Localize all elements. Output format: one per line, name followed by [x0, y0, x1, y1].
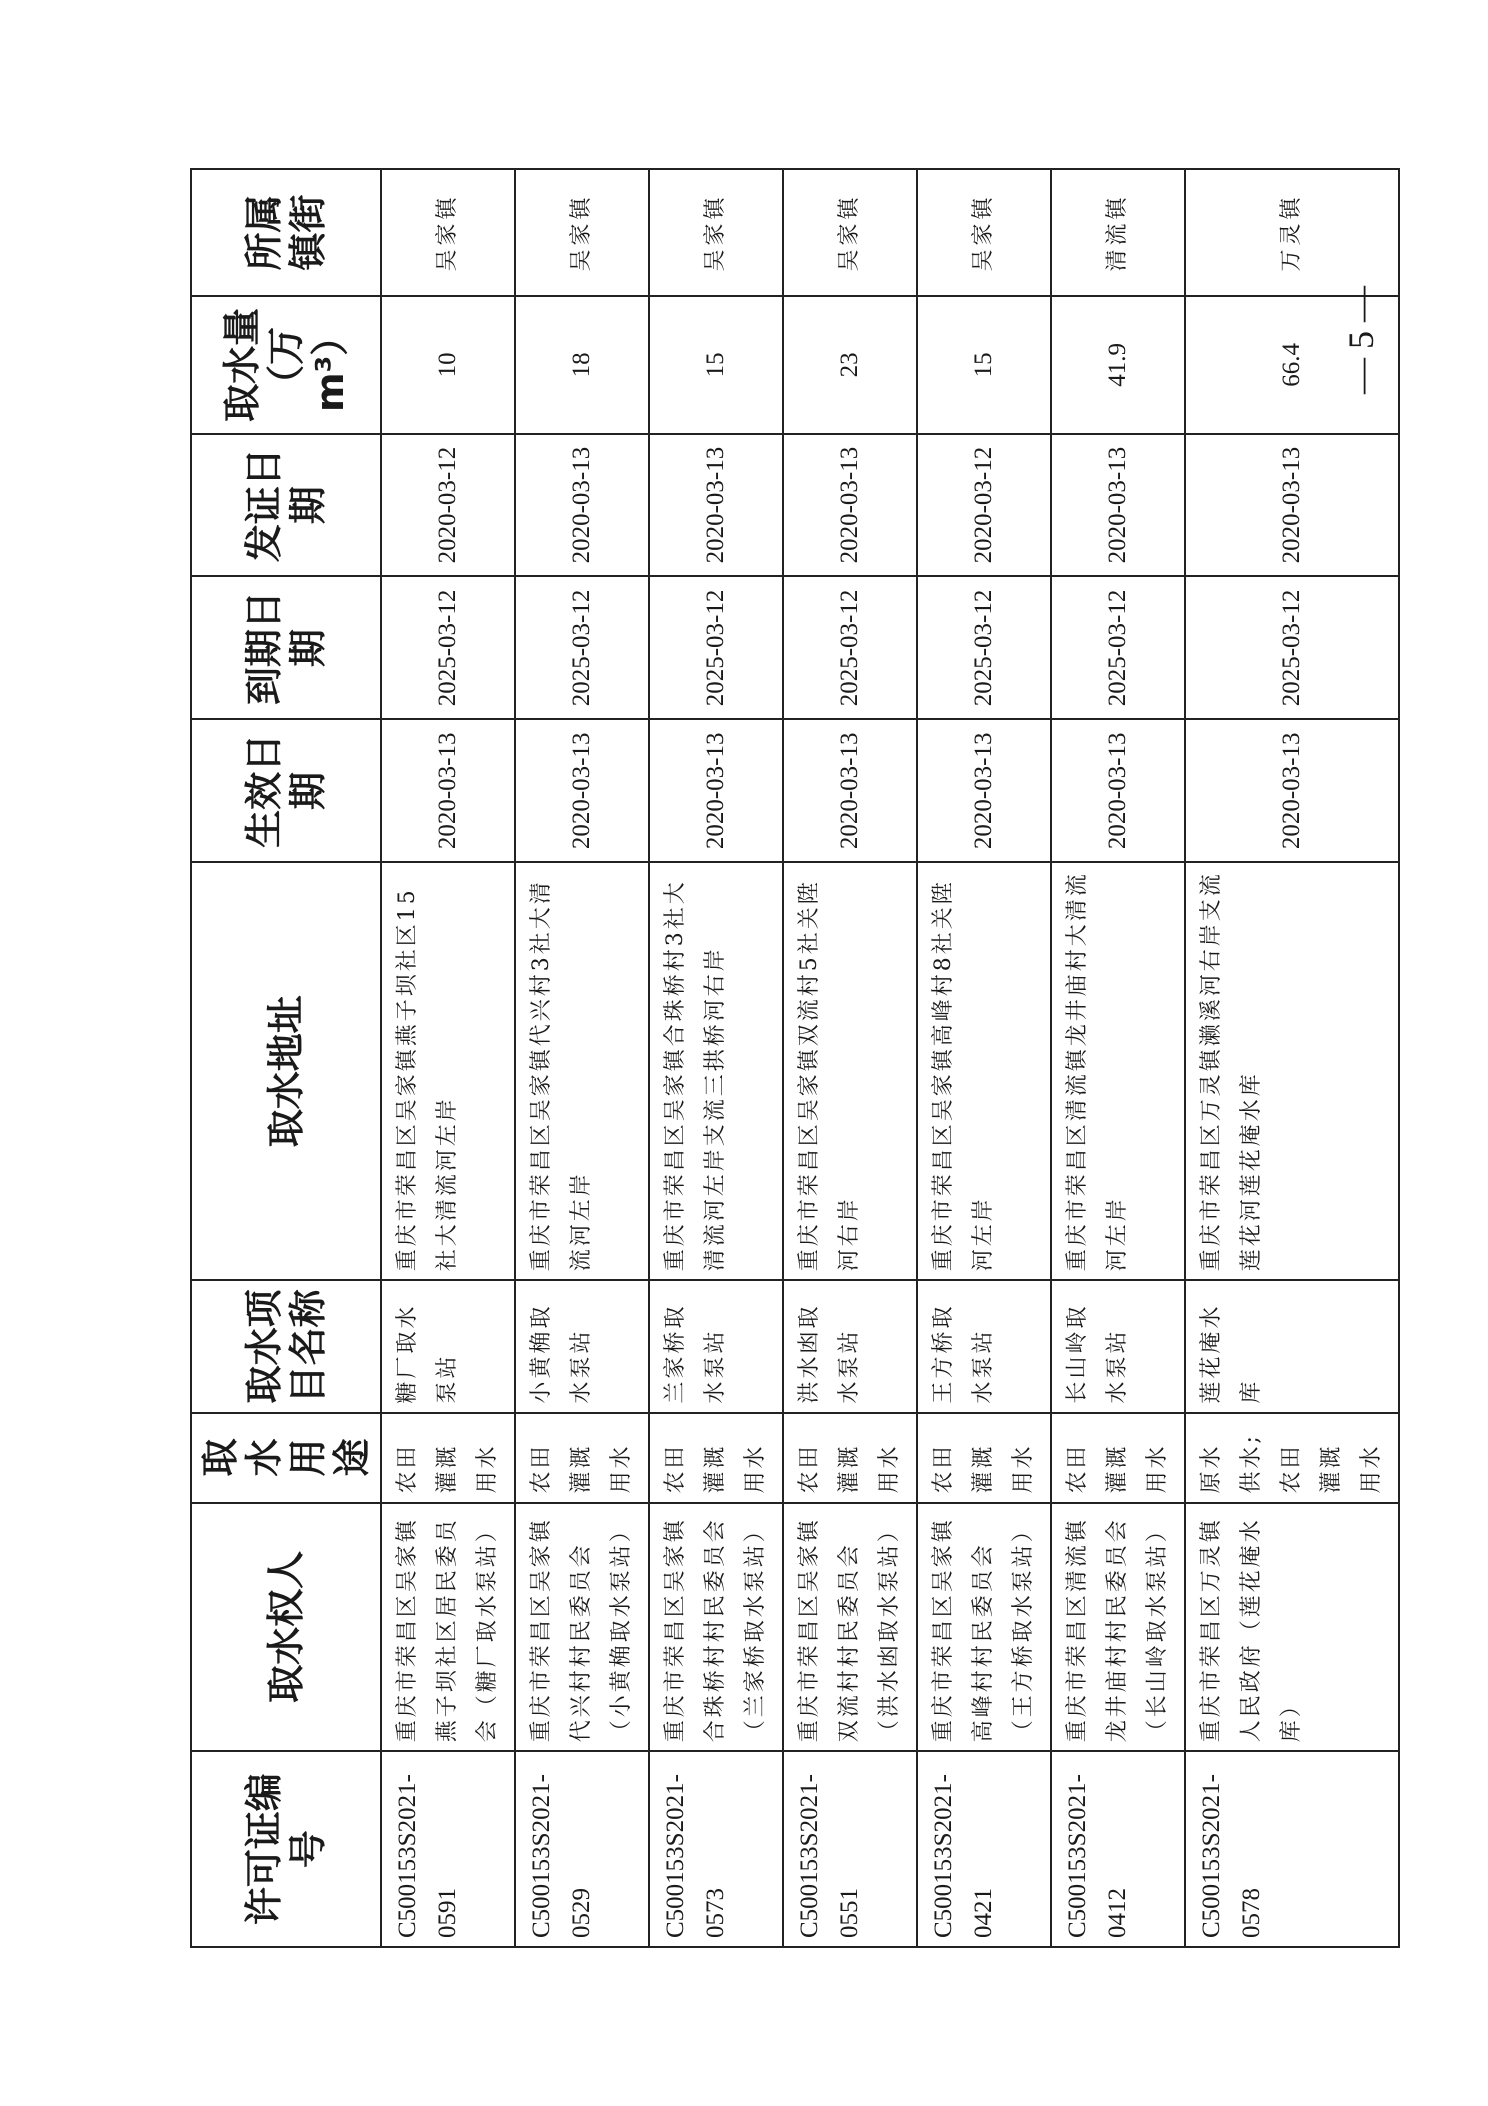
cell-issued: 2020-03-12 — [917, 434, 1051, 577]
cell-expiry: 2025-03-12 — [649, 577, 783, 720]
cell-issued: 2020-03-13 — [649, 434, 783, 577]
cell-address: 重庆市荣昌区吴家镇高峰村8社关陞河左岸 — [917, 862, 1051, 1280]
cell-address: 重庆市荣昌区万灵镇濑溪河右岸支流莲花河莲花庵水库 — [1185, 862, 1399, 1280]
water-permit-table — [190, 168, 1400, 1948]
cell-permit-no: C500153S2021-0412 — [1051, 1751, 1185, 1947]
cell-town: 清流镇 — [1051, 169, 1185, 296]
cell-expiry: 2025-03-12 — [515, 577, 649, 720]
cell-issued: 2020-03-13 — [1185, 434, 1399, 577]
cell-expiry: 2025-03-12 — [917, 577, 1051, 720]
header-project: 取水项目名称 — [191, 1280, 381, 1412]
header-town: 所属镇街 — [191, 169, 381, 296]
cell-address: 重庆市荣昌区吴家镇代兴村3社大清流河左岸 — [515, 862, 649, 1280]
cell-volume: 15 — [649, 296, 783, 434]
cell-issued: 2020-03-13 — [783, 434, 917, 577]
cell-address: 重庆市荣昌区吴家镇双流村5社关陞河右岸 — [783, 862, 917, 1280]
page-number-text: — 5 — — [1341, 286, 1381, 394]
cell-issued: 2020-03-12 — [381, 434, 515, 577]
cell-address: 重庆市荣昌区吴家镇合珠桥村3社大清流河左岸支流三拱桥河右岸 — [649, 862, 783, 1280]
cell-project: 兰家桥取水泵站 — [649, 1280, 783, 1412]
cell-issued: 2020-03-13 — [515, 434, 649, 577]
cell-holder: 重庆市荣昌区吴家镇高峰村村民委员会（王方桥取水泵站） — [917, 1503, 1051, 1752]
header-address: 取水地址 — [191, 862, 381, 1280]
cell-permit-no: C500153S2021-0421 — [917, 1751, 1051, 1947]
cell-usage: 农田灌溉用水 — [783, 1413, 917, 1503]
cell-town: 吴家镇 — [917, 169, 1051, 296]
cell-effective: 2020-03-13 — [515, 719, 649, 862]
header-holder: 取水权人 — [191, 1503, 381, 1752]
cell-volume: 18 — [515, 296, 649, 434]
table-row — [783, 169, 917, 1947]
cell-effective: 2020-03-13 — [1185, 719, 1399, 862]
cell-project: 洪水凼取水泵站 — [783, 1280, 917, 1412]
table-row — [917, 169, 1051, 1947]
cell-address: 重庆市荣昌区清流镇龙井庙村大清流河左岸 — [1051, 862, 1185, 1280]
cell-volume: 66.4 — [1185, 296, 1399, 434]
cell-volume: 15 — [917, 296, 1051, 434]
cell-town: 吴家镇 — [515, 169, 649, 296]
cell-expiry: 2025-03-12 — [1051, 577, 1185, 720]
cell-permit-no: C500153S2021-0591 — [381, 1751, 515, 1947]
table-header-row — [191, 169, 381, 1947]
cell-holder: 重庆市荣昌区吴家镇双流村村民委员会（洪水凼取水泵站） — [783, 1503, 917, 1752]
cell-volume: 10 — [381, 296, 515, 434]
table-row — [1051, 169, 1185, 1947]
cell-permit-no: C500153S2021-0573 — [649, 1751, 783, 1947]
page-number — [1340, 260, 1400, 420]
table-row — [1185, 169, 1399, 1947]
cell-project: 莲花庵水库 — [1185, 1280, 1399, 1412]
cell-town: 吴家镇 — [381, 169, 515, 296]
header-expiry: 到期日期 — [191, 577, 381, 720]
cell-issued: 2020-03-13 — [1051, 434, 1185, 577]
header-permit-no: 许可证编号 — [191, 1751, 381, 1947]
cell-permit-no: C500153S2021-0578 — [1185, 1751, 1399, 1947]
cell-effective: 2020-03-13 — [649, 719, 783, 862]
cell-expiry: 2025-03-12 — [381, 577, 515, 720]
header-usage: 取水用途 — [191, 1413, 381, 1503]
header-issued: 发证日期 — [191, 434, 381, 577]
cell-holder: 重庆市荣昌区吴家镇代兴村村民委员会（小黄桷取水泵站） — [515, 1503, 649, 1752]
cell-project: 小黄桷取水泵站 — [515, 1280, 649, 1412]
cell-usage: 原水供水;农田灌溉用水 — [1185, 1413, 1399, 1503]
cell-permit-no: C500153S2021-0551 — [783, 1751, 917, 1947]
cell-expiry: 2025-03-12 — [1185, 577, 1399, 720]
cell-effective: 2020-03-13 — [381, 719, 515, 862]
cell-usage: 农田灌溉用水 — [515, 1413, 649, 1503]
cell-effective: 2020-03-13 — [1051, 719, 1185, 862]
header-volume: 取水量（万m³） — [191, 296, 381, 434]
cell-project: 糖厂取水泵站 — [381, 1280, 515, 1412]
cell-usage: 农田灌溉用水 — [381, 1413, 515, 1503]
table-row — [515, 169, 649, 1947]
table-row — [649, 169, 783, 1947]
cell-holder: 重庆市荣昌区吴家镇合珠桥村村民委员会（兰家桥取水泵站） — [649, 1503, 783, 1752]
cell-project: 长山岭取水泵站 — [1051, 1280, 1185, 1412]
cell-expiry: 2025-03-12 — [783, 577, 917, 720]
header-effective: 生效日期 — [191, 719, 381, 862]
cell-holder: 重庆市荣昌区吴家镇燕子坝社区居民委员会（糖厂取水泵站） — [381, 1503, 515, 1752]
cell-town: 万灵镇 — [1185, 169, 1399, 296]
cell-usage: 农田灌溉用水 — [1051, 1413, 1185, 1503]
cell-permit-no: C500153S2021-0529 — [515, 1751, 649, 1947]
cell-effective: 2020-03-13 — [917, 719, 1051, 862]
cell-holder: 重庆市荣昌区万灵镇人民政府（莲花庵水库） — [1185, 1503, 1399, 1752]
cell-usage: 农田灌溉用水 — [917, 1413, 1051, 1503]
cell-town: 吴家镇 — [783, 169, 917, 296]
cell-holder: 重庆市荣昌区清流镇龙井庙村村民委员会（长山岭取水泵站） — [1051, 1503, 1185, 1752]
cell-volume: 41.9 — [1051, 296, 1185, 434]
rotated-table-container — [190, 168, 1384, 1948]
table-row — [381, 169, 515, 1947]
cell-effective: 2020-03-13 — [783, 719, 917, 862]
cell-volume: 23 — [783, 296, 917, 434]
cell-town: 吴家镇 — [649, 169, 783, 296]
cell-address: 重庆市荣昌区吴家镇燕子坝社区15社大清流河左岸 — [381, 862, 515, 1280]
cell-project: 王方桥取水泵站 — [917, 1280, 1051, 1412]
cell-usage: 农田灌溉用水 — [649, 1413, 783, 1503]
